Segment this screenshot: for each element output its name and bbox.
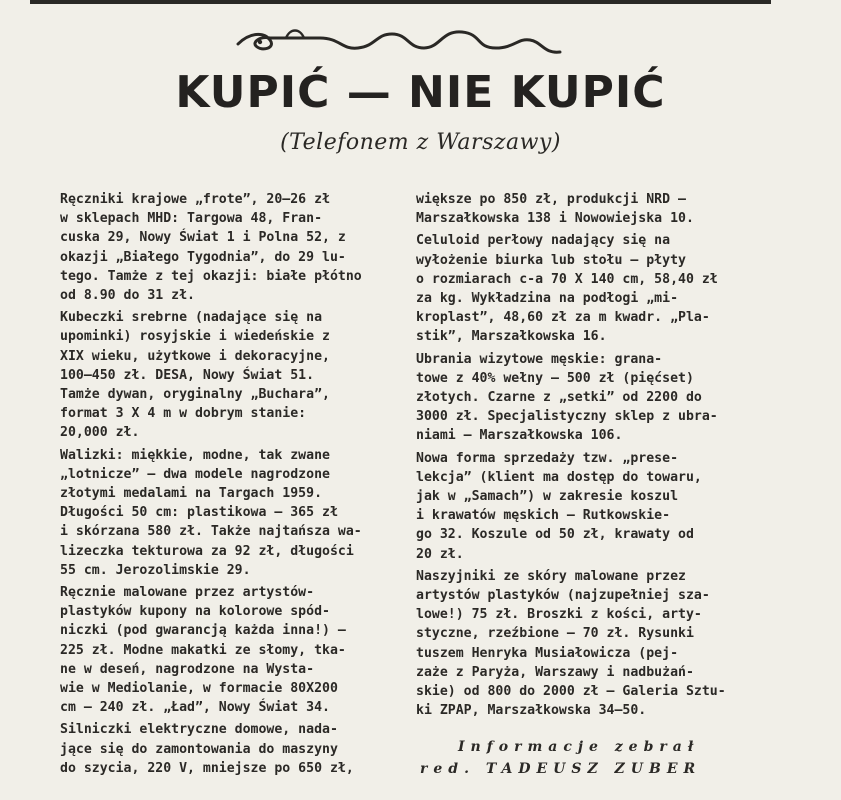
text-line: skie) od 800 do 2000 zł — Galeria Sztu- (416, 684, 726, 700)
text-line: Kubeczki srebrne (nadające się na (60, 310, 323, 326)
text-line: od 8.90 do 31 zł. (60, 288, 195, 304)
paragraph (416, 449, 778, 564)
text-line: „lotnicze” — dwa modele nagrodzone (60, 466, 330, 482)
text-line: Ubrania wizytowe męskie: grana- (416, 351, 663, 367)
text-line: artystów plastyków (najzupełniej sza- (416, 588, 710, 604)
text-line: niczki (pod gwarancją każda inna!) — (60, 623, 346, 639)
text-line: 20 zł. (416, 546, 464, 562)
text-line: Ręcznie malowane przez artystów- (60, 585, 315, 601)
text-line: o rozmiarach c-a 70 X 140 cm, 58,40 zł (416, 271, 718, 287)
text-line: Walizki: miękkie, modne, tak zwane (60, 447, 330, 463)
text-line: ki ZPAP, Marszałkowska 34—50. (416, 703, 647, 719)
paragraph (60, 308, 390, 442)
text-line: 55 cm. Jerozolimskie 29. (60, 562, 251, 578)
paragraph (60, 720, 390, 778)
text-line: do szycia, 220 V, mniejsze po 650 zł, (60, 760, 354, 776)
text-line: i krawatów męskich — Rutkowskie- (416, 508, 671, 524)
text-line: lekcja” (klient ma dostęp do towaru, (416, 469, 702, 485)
text-line: Nowa forma sprzedaży tzw. „prese- (416, 450, 679, 466)
paragraph (60, 583, 390, 717)
signature-credit: Informacje zebrał (458, 739, 700, 755)
text-line: 225 zł. Modne makatki ze słomy, tka- (60, 642, 346, 658)
text-line: 100—450 zł. DESA, Nowy Świat 51. (60, 367, 315, 383)
text-line: Celuloid perłowy nadający się na (416, 233, 671, 249)
text-line: 3000 zł. Specjalistyczny sklep z ubra- (416, 409, 718, 425)
text-line: cuska 29, Nowy Świat 1 i Polna 52, z (60, 230, 346, 246)
text-line: tego. Tamże z tej okazji: białe płótno (60, 268, 362, 284)
text-line: go 32. Koszule od 50 zł, krawaty od (416, 527, 694, 543)
signature (416, 736, 778, 780)
signature-author: red. TADEUSZ ZUBER (420, 761, 702, 777)
text-line: Silniczki elektryczne domowe, nada- (60, 722, 338, 738)
text-line: Długości 50 cm: plastikowa — 365 zł (60, 505, 338, 521)
text-line: Tamże dywan, oryginalny „Buchara”, (60, 387, 330, 403)
text-line: wyłożenie biurka lub stołu — płyty (416, 252, 686, 268)
text-line: i skórzana 580 zł. Także najtańsza wa- (60, 524, 362, 540)
text-line: lizeczka tekturowa za 92 zł, długości (60, 543, 354, 559)
text-line: plastyków kupony na kolorowe spód- (60, 604, 330, 620)
text-line: ne w deseń, nagrodzone na Wysta- (60, 661, 315, 677)
text-line: towe z 40% wełny — 500 zł (pięćset) (416, 370, 694, 386)
paragraph (60, 190, 390, 305)
paragraph (416, 190, 778, 228)
headline: KUPIĆ — NIE KUPIĆ (175, 67, 666, 118)
text-line: format 3 X 4 m w dobrym stanie: (60, 406, 307, 422)
text-line: lowe!) 75 zł. Broszki z kości, arty- (416, 607, 702, 623)
text-line: złotych. Czarne z „setki” od 2200 do (416, 390, 702, 406)
text-line: styczne, rzeźbione — 70 zł. Rysunki (416, 626, 694, 642)
left-column (60, 190, 390, 778)
text-line: złotymi medalami na Targach 1959. (60, 486, 323, 502)
paragraph (60, 446, 390, 580)
subtitle: (Telefonem z Warszawy) (280, 130, 561, 155)
text-line: okazji „Białego Tygodnia”, do 29 lu- (60, 249, 346, 265)
text-line: Ręczniki krajowe „frote”, 20—26 zł (60, 192, 330, 207)
text-line: 20,000 zł. (60, 425, 140, 441)
text-line: za kg. Wykładzina na podłogi „mi- (416, 291, 679, 307)
text-line: niami — Marszałkowska 106. (416, 428, 623, 444)
text-line: cm — 240 zł. „Ład”, Nowy Świat 34. (60, 700, 330, 716)
text-line: Naszyjniki ze skóry malowane przez (416, 568, 686, 584)
text-line: zaże z Paryża, Warszawy i nadbużań- (416, 664, 694, 680)
text-line: jące się do zamontowania do maszyny (60, 741, 338, 757)
top-rule (30, 0, 771, 4)
paragraph (416, 350, 778, 446)
paragraph (416, 231, 778, 346)
text-line: upominki) rosyjskie i wiedeńskie z (60, 329, 330, 345)
text-line: w sklepach MHD: Targowa 48, Fran- (60, 211, 323, 227)
right-column (416, 190, 778, 720)
text-line: Marszałkowska 138 i Nowowiejska 10. (416, 211, 694, 227)
text-line: wie w Mediolanie, w formacie 80X200 (60, 681, 338, 697)
text-line: stik”, Marszałkowska 16. (416, 329, 607, 345)
text-line: tuszem Henryka Musiałowicza (pej- (416, 645, 679, 661)
text-line: jak w „Samach”) w zakresie koszul (416, 489, 679, 505)
text-line: większe po 850 zł, produkcji NRD — (416, 192, 686, 207)
serpent-ornament-icon (230, 18, 570, 62)
text-line: XIX wieku, użytkowe i dekoracyjne, (60, 348, 330, 364)
paragraph (416, 567, 778, 721)
text-line: kroplast”, 48,60 zł za m kwadr. „Pla- (416, 310, 710, 326)
